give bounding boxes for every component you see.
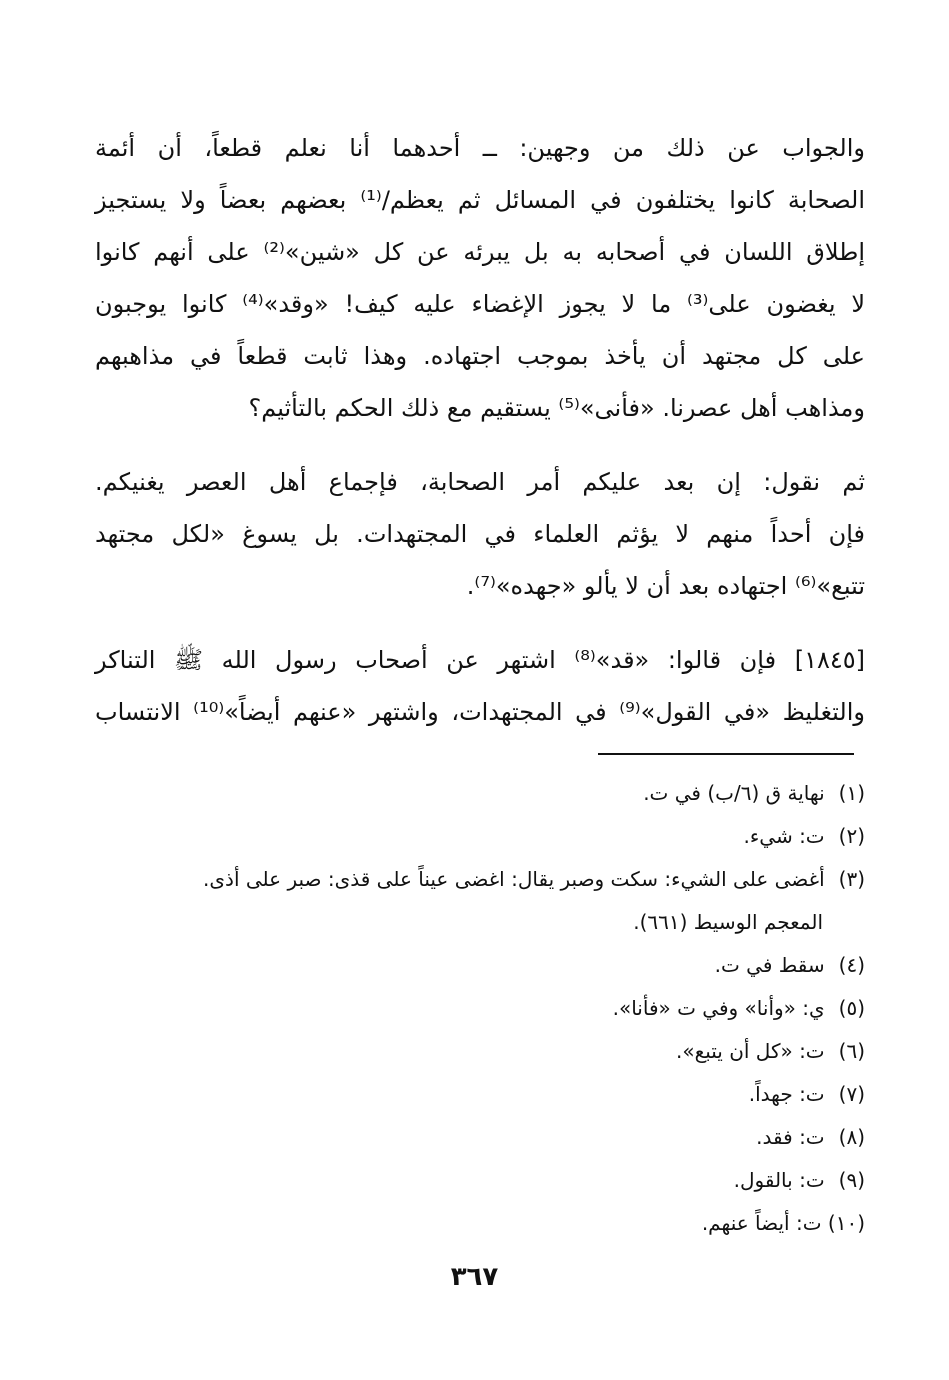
text-line: [١٨٤٥] فإن قالوا: «قد»⁽⁸⁾ اشتهر عن أصحاب رسول الله ﷺ التناكر: [95, 646, 865, 674]
footnote: [95, 1202, 865, 1245]
footnote: [95, 944, 865, 987]
footnote-text: ت: شيء.: [743, 824, 825, 848]
text-line: ومذاهب أهل عصرنا. «فأنى»⁽⁵⁾ يستقيم مع ذلك الحكم بالتأثيم؟: [248, 394, 865, 422]
footnote-text: نهاية ق (٦/ب) في ت.: [643, 781, 825, 805]
footnote: [95, 1159, 865, 1202]
footnote: [95, 858, 865, 944]
footnote-text: ي: «وأنا» وفي ت «فأنا».: [612, 996, 825, 1020]
text-line: ثم نقول: إن بعد عليكم أمر الصحابة، فإجماع أهل العصر يغنيكم.: [95, 468, 865, 496]
footnote-number: (١٠): [827, 1211, 865, 1235]
paragraph-then-we-say: [95, 456, 865, 612]
text-line: لا يغضون على⁽³⁾ ما لا يجوز الإغضاء عليه كيف! «وقد»⁽⁴⁾ كانوا يوجبون: [95, 290, 866, 318]
paragraph-1845: [95, 634, 865, 738]
footnote-number: (١): [838, 781, 865, 805]
footnote-number: (٤): [838, 953, 865, 977]
footnote-number: (٩): [838, 1168, 865, 1192]
footnote-number: (٧): [838, 1082, 865, 1106]
footnote-number: (٨): [838, 1125, 865, 1149]
footnote-text: ت: أيضاً عنهم.: [701, 1211, 822, 1235]
footnote-number: (٣): [838, 867, 865, 891]
footnote: [95, 1116, 865, 1159]
footnotes: [95, 772, 865, 1245]
text-line: والتغليظ «في القول»⁽⁹⁾ في المجتهدات، واشتهر «عنهم أيضاً»⁽¹⁰⁾ الانتساب: [95, 698, 865, 726]
text-line: تتبع»⁽⁶⁾ اجتهاده بعد أن لا يألو «جهده»⁽⁷⁾.: [466, 572, 865, 600]
page-number: ٣٦٧: [450, 1262, 499, 1292]
text-line: الصحابة كانوا يختلفون في المسائل ثم يعظم/⁽¹⁾ بعضهم بعضاً ولا يستجيز: [95, 186, 866, 214]
text-line: إطلاق اللسان في أصحابه به بل يبرئه عن كل «شين»⁽²⁾ على أنهم كانوا: [95, 238, 865, 266]
footnote: [95, 815, 865, 858]
footnote: [95, 1073, 865, 1116]
text-line: على كل مجتهد أن يأخذ بموجب اجتهاده. وهذا ثابت قطعاً في مذاهبهم: [95, 342, 865, 370]
footnote-number: (٥): [838, 996, 865, 1020]
footnote-text: ت: جهداً.: [748, 1082, 825, 1106]
footnote-text: ت: فقد.: [756, 1125, 825, 1149]
footnote: [95, 1030, 865, 1073]
footnote-text: ت: «كل أن يتبع».: [675, 1039, 825, 1063]
footnote-text: سقط في ت.: [714, 953, 825, 977]
paragraph-answer: [95, 122, 865, 434]
footnote-number: (٦): [838, 1039, 865, 1063]
footnote: [95, 772, 865, 815]
text-line: والجواب عن ذلك من وجهين: ــ أحدهما أنا نعلم قطعاً، أن أئمة: [95, 134, 865, 162]
footnote-separator: [598, 753, 854, 755]
footnote-continuation: المعجم الوسيط (٦٦١).: [633, 910, 823, 934]
footnote-text: ت: بالقول.: [733, 1168, 825, 1192]
footnote-number: (٢): [838, 824, 865, 848]
footnote-text: أغضى على الشيء: سكت وصبر يقال: اغضى عيناً على قذى: صبر على أذى.: [203, 867, 825, 891]
footnote: [95, 987, 865, 1030]
text-line: فإن أحداً منهم لا يؤثم العلماء في المجتهدات. بل يسوغ «لكل مجتهد: [95, 520, 865, 548]
